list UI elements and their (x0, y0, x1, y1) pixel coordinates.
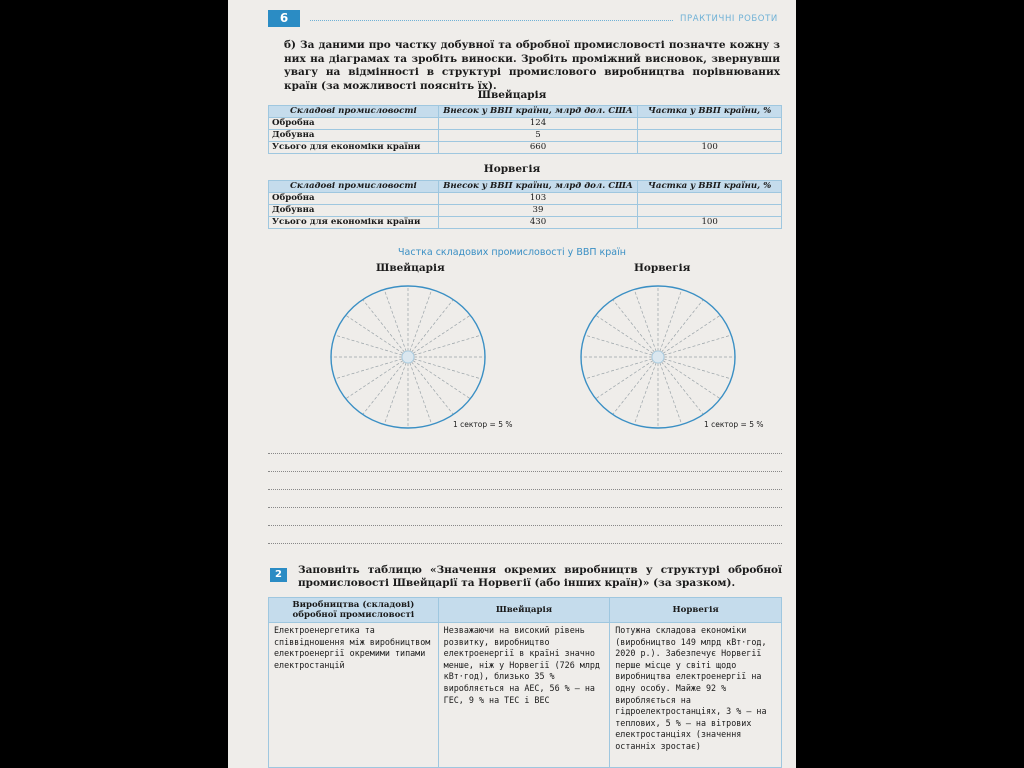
answer-line[interactable] (268, 471, 782, 472)
pie-sector-line (585, 359, 653, 379)
pie-sector-line (634, 289, 656, 351)
table-cell: Незважаючи на високий рівень розвитку, виробництво електроенергії в країні значно менше, ніж у Норвегії (726 млрд кВт·год), близько 35 % виробляється на АЕС, 56 % — на ГЕС, 9 % на ТЕС і ВЕС (438, 623, 610, 768)
table-cell: 430 (438, 217, 638, 229)
table-cell: Обробна (269, 118, 439, 130)
switzerland-pie-template[interactable] (328, 284, 488, 434)
table-cell (638, 205, 782, 217)
pie-sector-line (634, 363, 656, 425)
table-cell: 124 (438, 118, 638, 130)
pie-sector-line (664, 335, 732, 355)
pie-sector-line (613, 300, 655, 353)
task-2-table (268, 597, 782, 768)
table-header-row (269, 598, 782, 623)
answer-line[interactable] (268, 453, 782, 454)
table-header-row (269, 106, 782, 118)
pie-sector-line (596, 315, 653, 353)
answer-line[interactable] (268, 489, 782, 490)
norway-table (268, 180, 782, 229)
table-cell: 39 (438, 205, 638, 217)
page-number: 6 (268, 10, 300, 27)
pie-sector-line (414, 359, 482, 379)
pie-sector-line (662, 362, 704, 415)
pie-sector-line (410, 289, 432, 351)
column-header: Складові промисловості (269, 106, 439, 118)
table-row (269, 205, 782, 217)
column-header: Норвегія (610, 598, 782, 623)
norway-sector-note: 1 сектор = 5 % (704, 420, 764, 429)
table-row (269, 193, 782, 205)
table-cell: 103 (438, 193, 638, 205)
pie-sector-line (596, 361, 653, 399)
pie-sector-line (585, 335, 653, 355)
pie-sector-line (660, 289, 682, 351)
answer-line[interactable] (268, 525, 782, 526)
pie-center (402, 351, 414, 363)
table-cell: Електроенергетика та співвідношення між виробництвом електроенергії окремими типами електростанцій (269, 623, 439, 768)
pie-section-title: Частка складових промисловості у ВВП країн (398, 247, 626, 258)
column-header: Виробництва (складові) обробної промисловості (269, 598, 439, 623)
table-cell: Добувна (269, 205, 439, 217)
pie-sector-line (663, 315, 720, 353)
norway-table-caption: Норвегія (483, 163, 541, 175)
table-row (269, 142, 782, 154)
table-cell: 5 (438, 130, 638, 142)
pie-sector-line (384, 289, 406, 351)
table-row (269, 217, 782, 229)
table-row (269, 623, 782, 768)
table-cell: 660 (438, 142, 638, 154)
pie-center (652, 351, 664, 363)
answer-line[interactable] (268, 543, 782, 544)
pie-sector-line (613, 362, 655, 415)
pie-sector-line (664, 359, 732, 379)
table-cell: Обробна (269, 193, 439, 205)
task-2-instructions: Заповніть таблицю «Значення окремих виробництв у структурі обробної промисловості Швейцарії та Норвегії (або інших країн)» (за зразком). (298, 564, 782, 589)
pie-sector-line (384, 363, 406, 425)
switzerland-pie-label: Швейцарія (376, 262, 445, 274)
table-cell: Усього для економіки країни (269, 217, 439, 229)
norway-pie-template[interactable] (578, 284, 738, 434)
header-dotted-rule (310, 20, 673, 21)
pie-sector-line (412, 362, 454, 415)
task-b-instructions: б) За даними про частку добувної та обробної промисловості позначте кожну з них на діаграмах та зробіть виноски. Зробіть проміжний висновок, звернувши увагу на відмінності в структурі промислового виробництва порівнюваних країн (за можливості поясніть їх). (284, 39, 780, 92)
column-header: Частка у ВВП країни, % (638, 181, 782, 193)
column-header: Швейцарія (438, 598, 610, 623)
pie-sector-line (660, 363, 682, 425)
textbook-page (228, 0, 796, 768)
switzerland-table-caption: Швейцарія (477, 89, 547, 101)
switzerland-sector-note: 1 сектор = 5 % (453, 420, 513, 429)
column-header: Складові промисловості (269, 181, 439, 193)
table-cell: 100 (638, 217, 782, 229)
norway-pie-label: Норвегія (634, 262, 691, 274)
pie-sector-line (414, 335, 482, 355)
section-label: ПРАКТИЧНІ РОБОТИ (680, 14, 778, 24)
pie-sector-line (663, 361, 720, 399)
table-cell (638, 193, 782, 205)
pie-sector-line (413, 361, 470, 399)
column-header: Частка у ВВП країни, % (638, 106, 782, 118)
pie-sector-line (662, 300, 704, 353)
column-header: Внесок у ВВП країни, млрд дол. США (438, 181, 638, 193)
table-cell (638, 130, 782, 142)
pie-sector-line (335, 335, 403, 355)
table-cell: Усього для економіки країни (269, 142, 439, 154)
pie-sector-line (413, 315, 470, 353)
pie-sector-line (363, 362, 405, 415)
table-cell: Добувна (269, 130, 439, 142)
answer-line[interactable] (268, 507, 782, 508)
table-cell: 100 (638, 142, 782, 154)
switzerland-table (268, 105, 782, 154)
table-row (269, 118, 782, 130)
table-cell (638, 118, 782, 130)
pie-sector-line (412, 300, 454, 353)
table-row (269, 130, 782, 142)
table-header-row (269, 181, 782, 193)
pie-sector-line (410, 363, 432, 425)
pie-sector-line (346, 361, 403, 399)
task-2-badge: 2 (270, 568, 287, 582)
pie-sector-line (335, 359, 403, 379)
column-header: Внесок у ВВП країни, млрд дол. США (438, 106, 638, 118)
table-cell: Потужна складова економіки (виробництво 149 млрд кВт·год, 2020 р.). Забезпечує Норвегії перше місце у світі щодо виробництва електроенергії на одну особу. Майже 92 % виробляється на гідроелектростанціях, 3 % — на теплових, 5 % — на вітрових електростанціях (значення останніх зростає) (610, 623, 782, 768)
pie-sector-line (363, 300, 405, 353)
pie-sector-line (346, 315, 403, 353)
